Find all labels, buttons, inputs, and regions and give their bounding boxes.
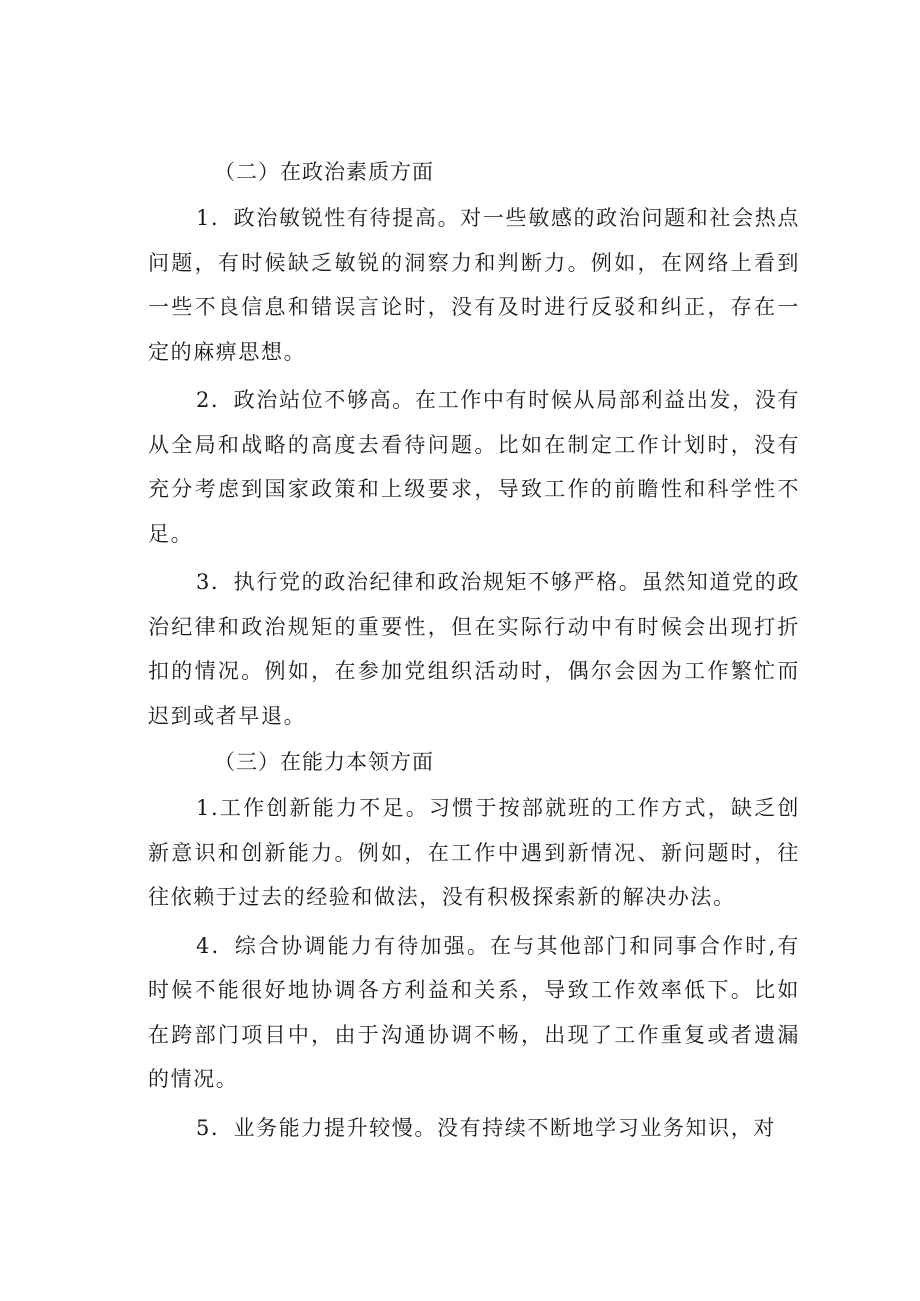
paragraph-coordination: 4．综合协调能力有待加强。在与其他部门和同事合作时,有时候不能很好地协调各方利益和关系，导致工作效率低下。比如在跨部门项目中，由于沟通协调不畅，出现了工作重复或者遗漏的情况。	[148, 933, 800, 1091]
paragraph-political-sensitivity: 1．政治敏锐性有待提高。对一些敏感的政治问题和社会热点问题，有时候缺乏敏锐的洞察力和判断力。例如，在网络上看到一些不良信息和错误言论时，没有及时进行反驳和纠正，存在一定的麻痹思想。	[148, 206, 800, 364]
section-heading-political-quality: （二）在政治素质方面	[214, 160, 434, 184]
paragraph-innovation: 1.工作创新能力不足。习惯于按部就班的工作方式，缺乏创新意识和创新能力。例如，在工作中遇到新情况、新问题时，往往依赖于过去的经验和做法，没有积极探索新的解决办法。	[148, 796, 800, 909]
paragraph-political-stance: 2．政治站位不够高。在工作中有时候从局部利益出发，没有从全局和战略的高度去看待问题。比如在制定工作计划时，没有充分考虑到国家政策和上级要求，导致工作的前瞻性和科学性不足。	[148, 388, 800, 546]
paragraph-political-discipline: 3．执行党的政治纪律和政治规矩不够严格。虽然知道党的政治纪律和政治规矩的重要性，但在实际行动中有时候会出现打折扣的情况。例如，在参加党组织活动时，偶尔会因为工作繁忙而迟到或者早退。	[148, 570, 800, 728]
document-body	[148, 152, 800, 1154]
section-heading-capability: （三）在能力本领方面	[214, 750, 434, 774]
paragraph-business-ability: 5．业务能力提升较慢。没有持续不断地学习业务知识，对	[196, 1115, 776, 1140]
